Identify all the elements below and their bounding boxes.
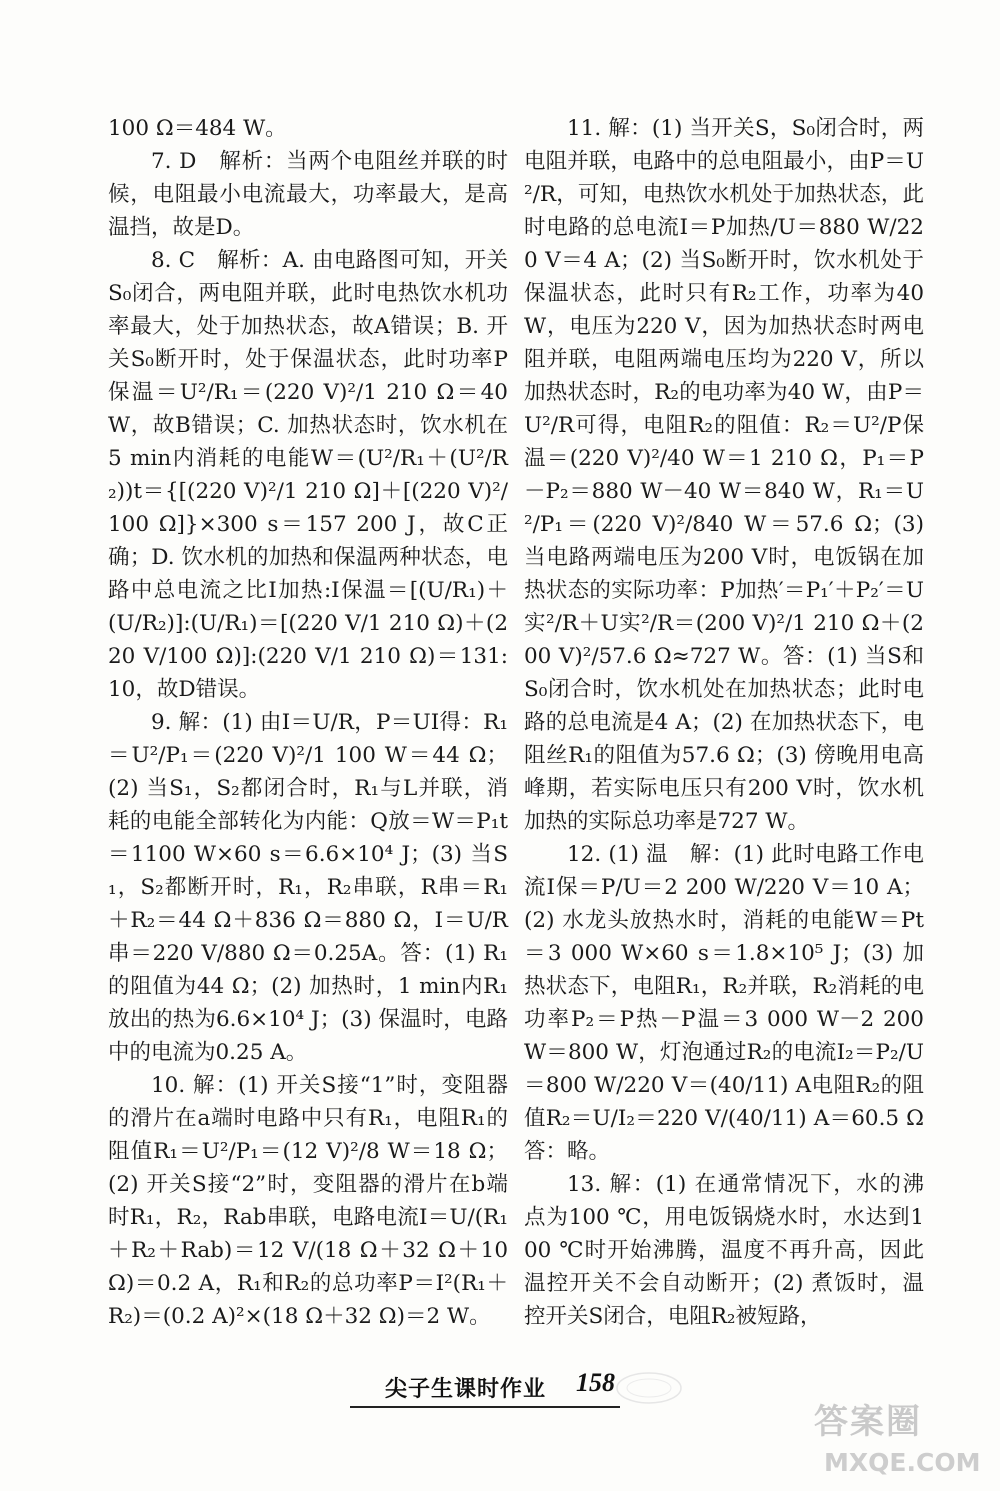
paragraph: 9. 解：(1) 由I＝U/R，P＝UI得：R₁＝U²/P₁＝(220 V)²/1 100 W＝44 Ω；(2) 当S₁，S₂都闭合时，R₁与L并联，消耗的电能全部转化为内能：Q放＝W＝P₁t＝1100 W×60 s＝6.6×10⁴ J；(3) 当S₁，S₂都断开时，R₁，R₂串联，R串＝R₁＋R₂＝44 Ω＋836 Ω＝880 Ω，I＝U/R串＝220 V/880 Ω＝0.25A。答：(1) R₁的阻值为44 Ω；(2) 加热时，1 min内R₁放出的热为6.6×10⁴ J；(3) 保温时，电路中的电流为0.25 A。 xyxy=(108,710,508,1065)
paragraph: 13. 解：(1) 在通常情况下，水的沸点为100 ℃，用电饭锅烧水时，水达到100 ℃时开始沸腾，温度不再升高，因此温控开关不会自动断开；(2) 煮饭时，温控开关S闭合，电阻R₂被短路， xyxy=(524,1172,924,1329)
watermark-title: 答案圈 xyxy=(814,1402,922,1442)
paragraph: 7. D 解析：当两个电阻丝并联的时候，电阻最小电流最大，功率最大，是高温挡，故是D。 xyxy=(108,149,508,240)
left-column xyxy=(108,112,508,1333)
footer-book-title: 尖子生课时作业 xyxy=(385,1377,547,1402)
paragraph: 8. C 解析：A. 由电路图可知，开关S₀闭合，两电阻并联，此时电热饮水机功率最大，处于加热状态，故A错误；B. 开关S₀断开时，处于保温状态，此时功率P保温＝U²/R₁＝(220 V)²/1 210 Ω＝40 W，故B错误；C. 加热状态时，饮水机在5 min内消耗的电能W＝(U²/R₁＋(U²/R₂))t＝{[(220 V)²/1 210 Ω]＋[(220 V)²/100 Ω]}×300 s＝157 200 J，故C正确；D. 饮水机的加热和保温两种状态，电路中总电流之比I加热:I保温＝[(U/R₁)＋(U/R₂)]:(U/R₁)＝[(220 V/1 210 Ω)＋(220 V/100 Ω)]:(220 V/1 210 Ω)＝131:10，故D错误。 xyxy=(108,248,508,702)
paragraph: 100 Ω＝484 W。 xyxy=(108,116,287,141)
footer-rule xyxy=(350,1406,620,1408)
watermark-url: MXQE.COM xyxy=(824,1448,981,1477)
paragraph: 11. 解：(1) 当开关S，S₀闭合时，两电阻并联，电路中的总电阻最小，由P＝U²/R，可知，电热饮水机处于加热状态，此时电路的总电流I＝P加热/U＝880 W/220 V＝4 A；(2) 当S₀断开时，饮水机处于保温状态，此时只有R₂工作，功率为40 W，电压为220 V，因为加热状态时两电阻并联，电阻两端电压均为220 V，所以加热状态时，R₂的电功率为40 W，由P＝U²/R可得，电阻R₂的阻值：R₂＝U²/P保温＝(220 V)²/40 W＝1 210 Ω，P₁＝P－P₂＝880 W－40 W＝840 W，R₁＝U²/P₁＝(220 V)²/840 W＝57.6 Ω；(3) 当电路两端电压为200 V时，电饭锅在加热状态的实际功率：P加热′＝P₁′＋P₂′＝U实²/R＋U实²/R＝(200 V)²/1 210 Ω＋(200 V)²/57.6 Ω≈727 W。答：(1) 当S和S₀闭合时，饮水机处在加热状态；此时电路的总电流是4 A；(2) 在加热状态下，电阻丝R₁的阻值为57.6 Ω；(3) 傍晚用电高峰期，若实际电压只有200 V时，饮水机加热的实际总功率是727 W。 xyxy=(524,116,924,834)
paragraph: 12. (1) 温 解：(1) 此时电路工作电流I保＝P/U＝2 200 W/220 V＝10 A；(2) 水龙头放热水时，消耗的电能W＝Pt＝3 000 W×60 s＝1.8×10⁵ J；(3) 加热状态下，电阻R₁，R₂并联，R₂消耗的电功率P₂＝P热－P温＝3 000 W－2 200 W＝800 W，灯泡通过R₂的电流I₂＝P₂/U＝800 W/220 V＝(40/11) A电阻R₂的阻值R₂＝U/I₂＝220 V/(40/11) A＝60.5 Ω 答：略。 xyxy=(524,842,946,1164)
footer-ornament-icon xyxy=(612,1368,686,1408)
watermark xyxy=(810,1390,990,1485)
page-number: 158 xyxy=(576,1368,615,1397)
right-column xyxy=(524,112,946,1333)
paragraph: 10. 解：(1) 开关S接“1”时，变阻器的滑片在a端时电路中只有R₁，电阻R₁的阻值R₁＝U²/P₁＝(12 V)²/8 W＝18 Ω；(2) 开关S接“2”时，变阻器的滑片在b端时R₁，R₂，Rab串联，电路电流I＝U/(R₁＋R₂＋Rab)＝12 V/(18 Ω＋32 Ω＋10 Ω)＝0.2 A，R₁和R₂的总功率P＝I²(R₁＋R₂)＝(0.2 A)²×(18 Ω＋32 Ω)＝2 W。 xyxy=(108,1073,508,1329)
